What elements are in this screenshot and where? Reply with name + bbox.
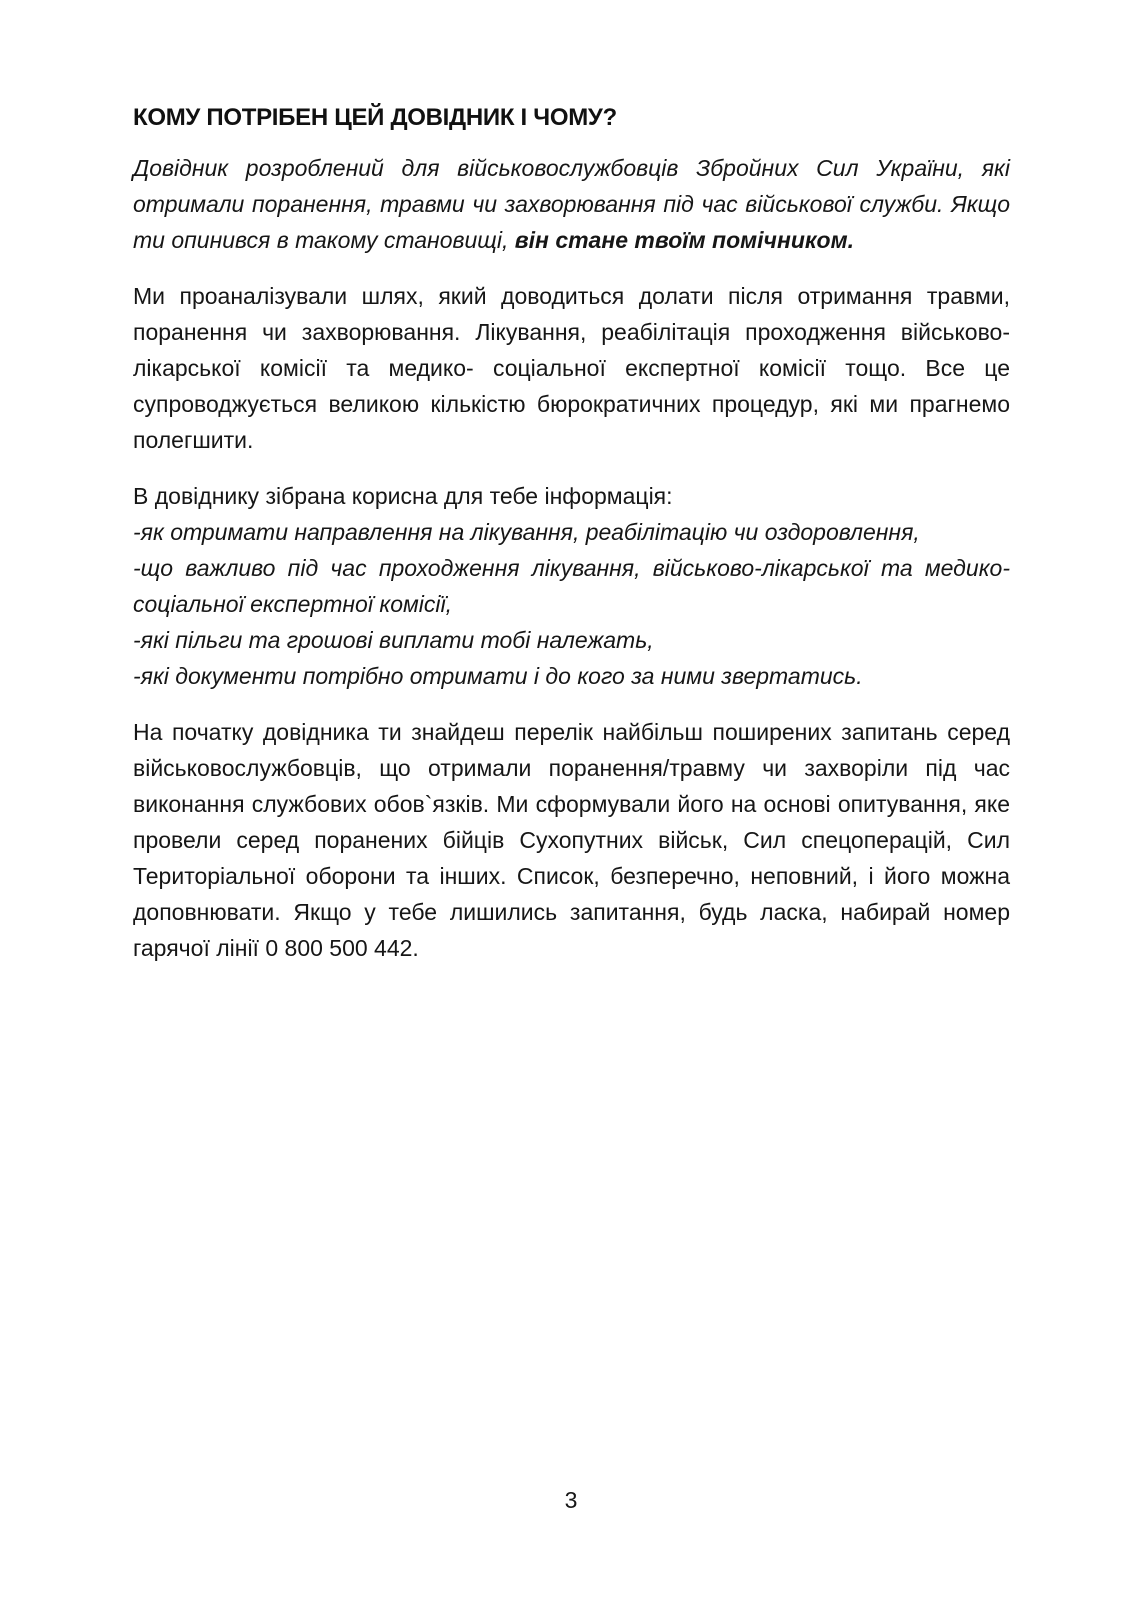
analysis-paragraph: Ми проаналізували шлях, який доводиться долати після отримання травми, поранення чи захворювання. Лікування, реабілітація проходження військово-лікарської комісії та медико- соціальної експертної комісії тощо. Все це супроводжується великою кількістю бюрократичних процедур, які ми прагнемо полегшити.: [133, 283, 1010, 453]
intro-paragraph: [133, 150, 1010, 258]
page-number: 3: [564, 1487, 578, 1513]
closing-paragraph: На початку довідника ти знайдеш перелік найбільш поширених запитань серед військовослужбовців, що отримали поранення/травму чи захворіли під час виконання службових обов`язків. Ми сформували його на основі опитування, яке провели серед поранених бійців Сухопутних військ, Сил спецоперацій, Сил Територіальної оборони та інших. Список, безперечно, неповний, і його можна доповнювати. Якщо у тебе лишились запитання, будь ласка, набирай номер гарячої лінії 0 800 500 442.: [133, 719, 1010, 961]
info-item: -як отримати направлення на лікування, реабілітацію чи оздоровлення,: [133, 519, 920, 545]
info-item: -які документи потрібно отримати і до кого за ними звертатись.: [133, 663, 863, 689]
intro-lead-text: Довідник розроблений для військовослужбовців Збройних Сил України, які отримали поранення, травми чи захворювання під час військової служби. Якщо ти опинився в такому становищі,: [133, 155, 1010, 253]
info-item: -що важливо під час проходження лікування, військово-лікарської та медико-соціальної експертної комісії,: [133, 555, 1010, 617]
info-section: [133, 478, 1010, 694]
section-heading: КОМУ ПОТРІБЕН ЦЕЙ ДОВІДНИК І ЧОМУ?: [133, 104, 617, 131]
info-intro-line: В довіднику зібрана корисна для тебе інформація:: [133, 483, 673, 509]
intro-emphasis-text: він стане твоїм помічником.: [514, 227, 854, 253]
info-item: -які пільги та грошові виплати тобі належать,: [133, 627, 654, 653]
page-content: [133, 100, 1010, 966]
